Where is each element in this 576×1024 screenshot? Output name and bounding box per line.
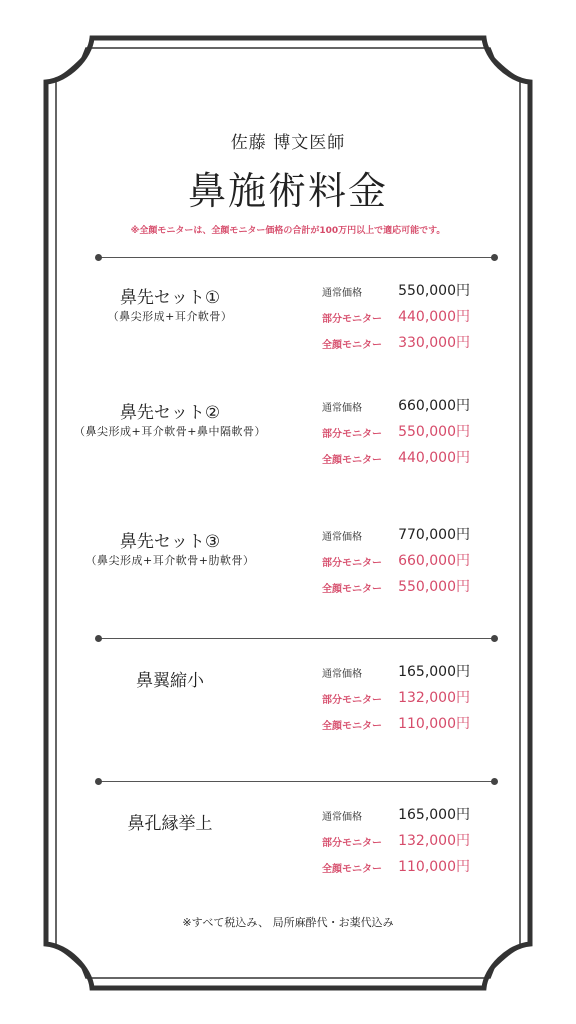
price-partial: 132,000円 <box>398 833 470 849</box>
price-normal: 165,000円 <box>398 807 470 823</box>
price-full: 550,000円 <box>398 579 470 595</box>
price-normal: 165,000円 <box>398 664 470 680</box>
price-label-normal: 通常価格 <box>322 532 362 543</box>
item-subtitle: （鼻尖形成+耳介軟骨） <box>107 310 233 323</box>
item-subtitle: （鼻尖形成+耳介軟骨+鼻中隔軟骨） <box>74 425 266 438</box>
page-title: 鼻施術料金 <box>187 169 388 213</box>
item-name: 鼻翼縮小 <box>136 671 204 691</box>
price-label-full: 全顔モニター <box>322 864 382 875</box>
divider <box>98 638 495 639</box>
price-normal: 770,000円 <box>398 527 470 543</box>
doctor-name: 佐藤 博文医師 <box>230 133 346 153</box>
price-label-full: 全顔モニター <box>322 584 382 595</box>
price-full: 330,000円 <box>398 335 470 351</box>
price-partial: 132,000円 <box>398 690 470 706</box>
price-partial: 660,000円 <box>398 553 470 569</box>
price-normal: 660,000円 <box>398 398 470 414</box>
item-name: 鼻孔縁挙上 <box>127 814 213 834</box>
price-full: 110,000円 <box>398 716 470 732</box>
item-subtitle: （鼻尖形成+耳介軟骨+肋軟骨） <box>85 554 255 567</box>
divider <box>98 257 495 258</box>
price-full: 440,000円 <box>398 450 470 466</box>
price-label-normal: 通常価格 <box>322 812 362 823</box>
price-label-full: 全顔モニター <box>322 721 382 732</box>
price-label-partial: 部分モニター <box>322 429 382 440</box>
price-partial: 440,000円 <box>398 309 470 325</box>
price-full: 110,000円 <box>398 859 470 875</box>
price-label-partial: 部分モニター <box>322 695 382 706</box>
price-label-normal: 通常価格 <box>322 403 362 414</box>
price-partial: 550,000円 <box>398 424 470 440</box>
price-label-full: 全顔モニター <box>322 455 382 466</box>
item-name: 鼻先セット③ <box>119 532 221 552</box>
price-normal: 550,000円 <box>398 283 470 299</box>
price-label-partial: 部分モニター <box>322 558 382 569</box>
footer-note: ※すべて税込み、 局所麻酔代・お薬代込み <box>182 916 394 929</box>
price-label-full: 全顔モニター <box>322 340 382 351</box>
price-label-partial: 部分モニター <box>322 314 382 325</box>
monitor-notice: ※全顔モニターは、全顔モニター価格の合計が100万円以上で適応可能です。 <box>130 226 446 236</box>
price-label-normal: 通常価格 <box>322 669 362 680</box>
price-label-normal: 通常価格 <box>322 288 362 299</box>
price-label-partial: 部分モニター <box>322 838 382 849</box>
item-name: 鼻先セット① <box>119 288 221 308</box>
divider <box>98 781 495 782</box>
item-name: 鼻先セット② <box>119 403 221 423</box>
